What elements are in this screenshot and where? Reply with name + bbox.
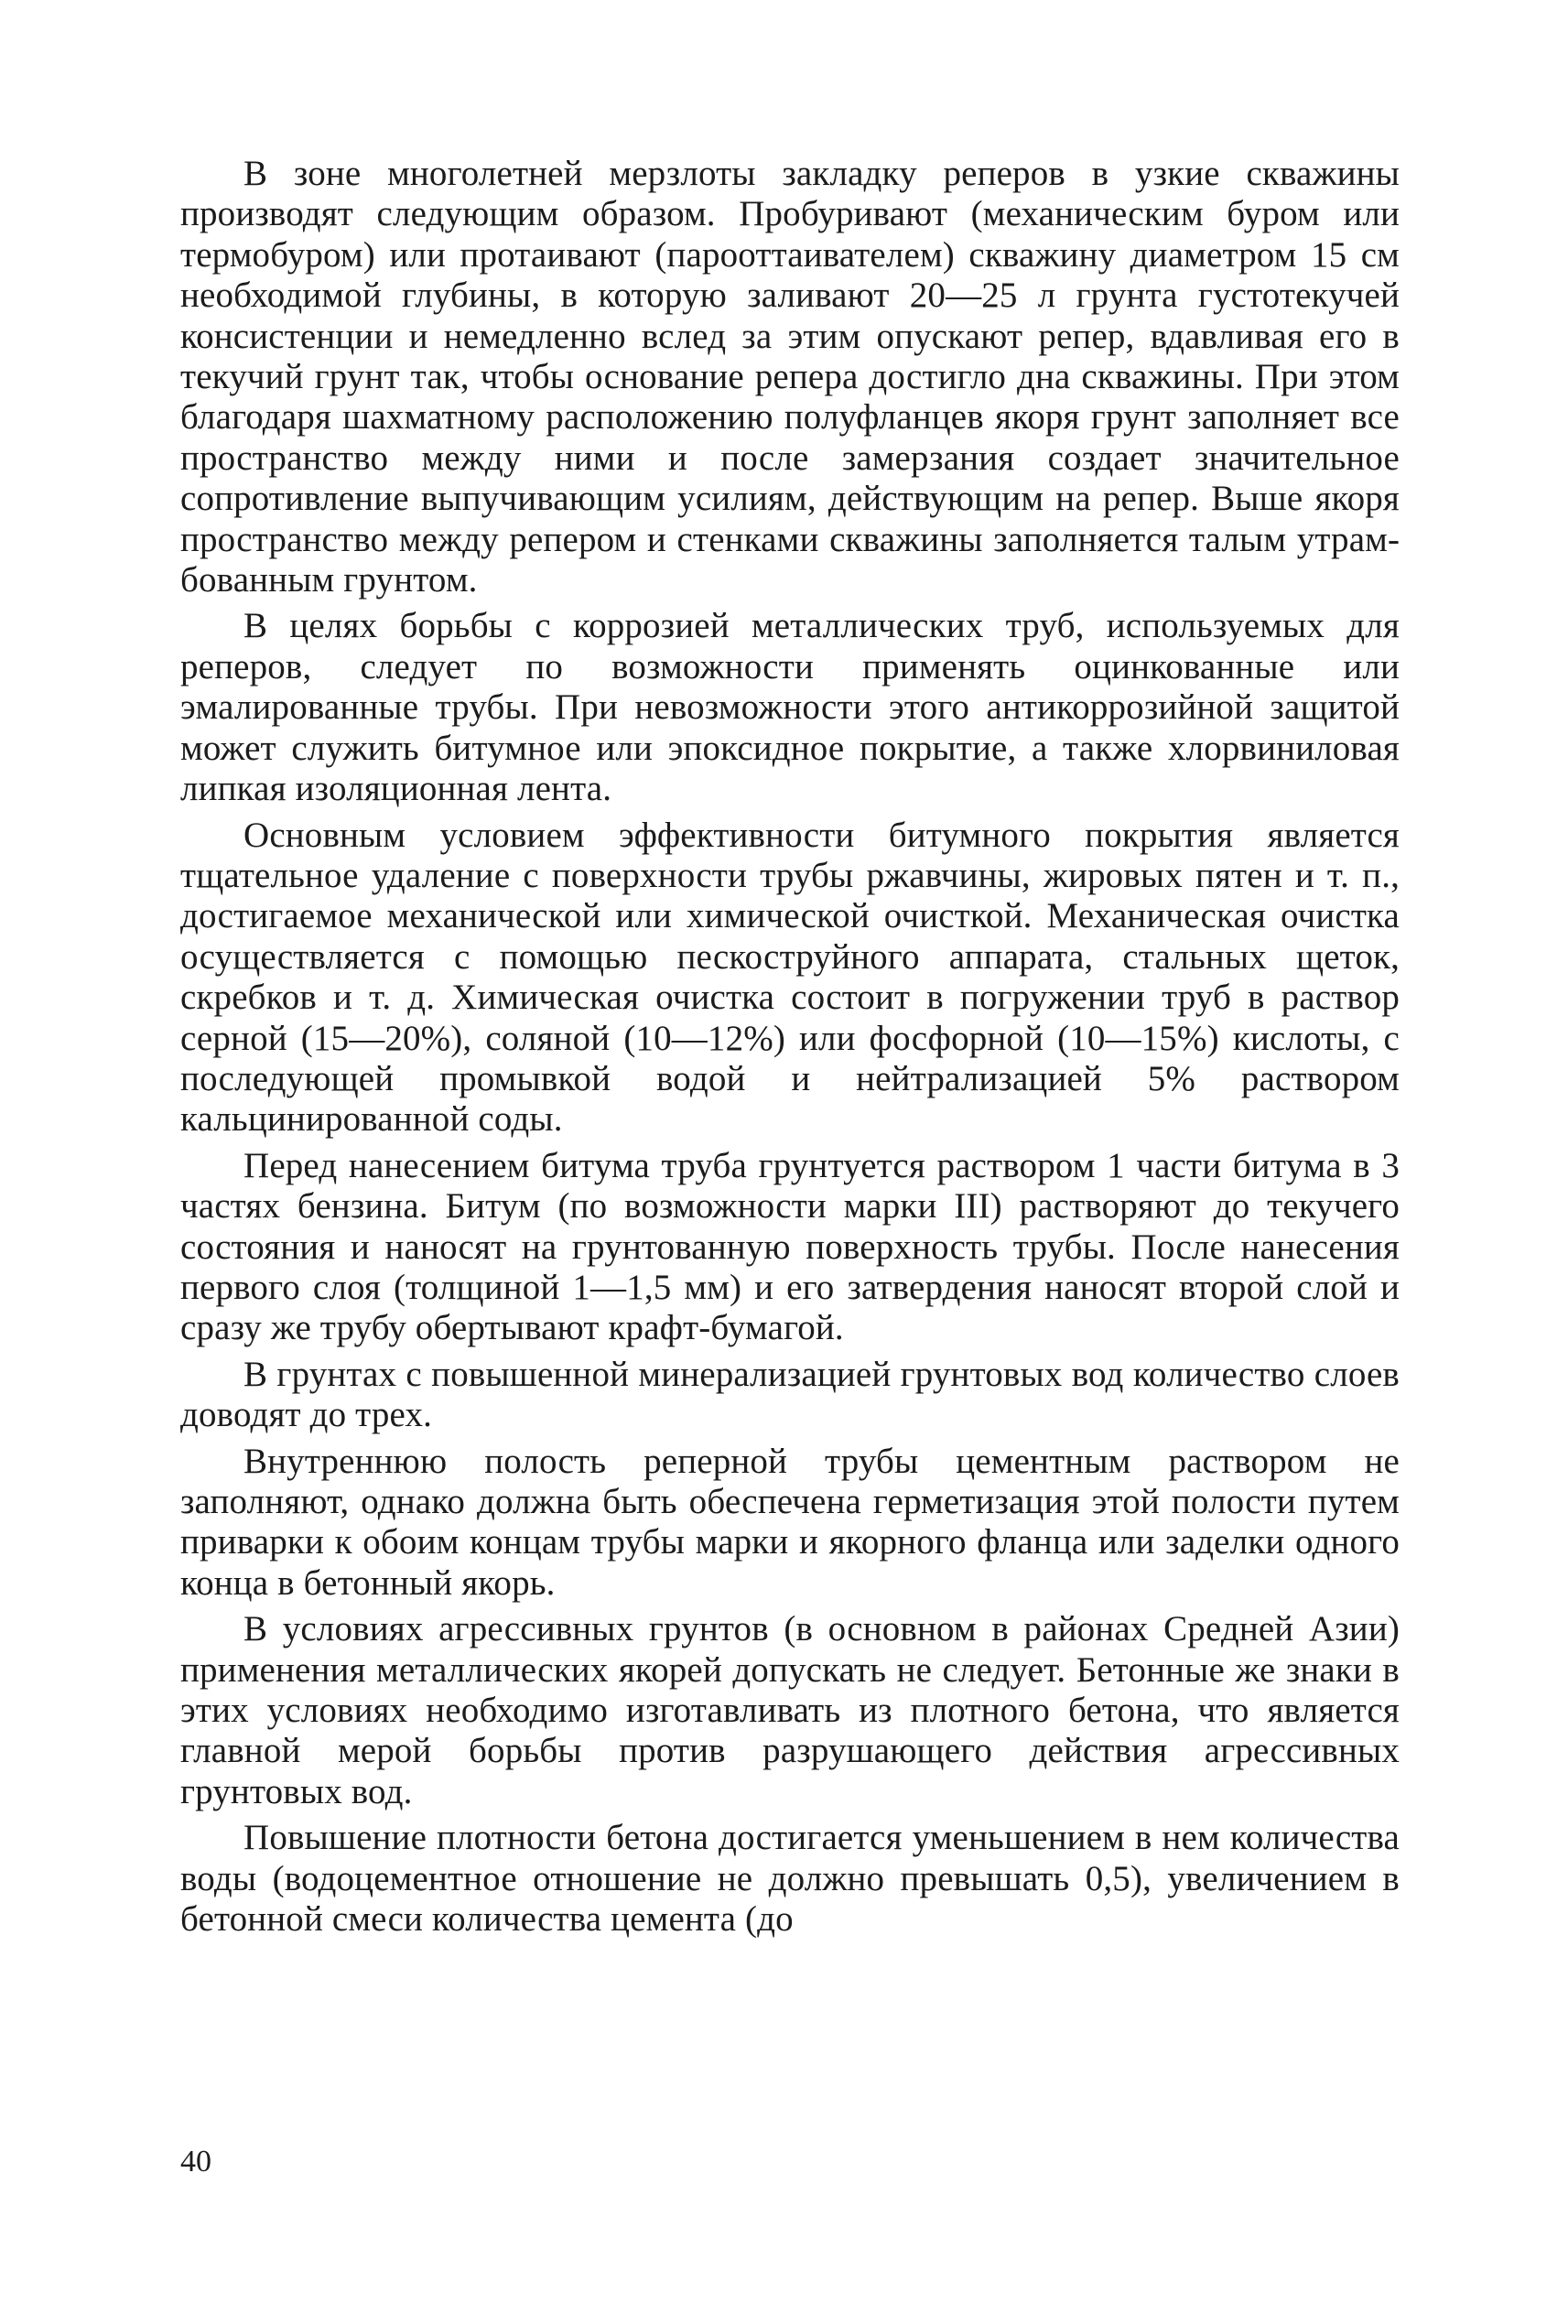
paragraph-permafrost-benchmarks: В зоне многолетней мерзлоты закладку реперов в узкие скважины производят следующим образом. Пробуривают (механическим буром или термобуром) или протаивают (парооттаивателем) скважину диаметром 15 см необходимой глубины, в которую заливают 20—25 л грунта густотекучей консистенции и немедленно вслед за этим опускают репер, вдавливая его в текучий грунт так, чтобы основание репера достигло дна скважины. При этом благодаря шахматному расположению полуфланцев якоря грунт заполняет все пространство между ними и после замерзания создает значительное сопротивление выпучивающим усилиям, действующим на репер. Выше якоря пространство между репером и стенками скважины заполняется талым утрамбованным грунтом. [180,154,1400,600]
paragraph-corrosion-protection: В целях борьбы с коррозией металлических труб, используемых для реперов, следует по возможности применять оцинкованные или эмалированные трубы. При невозможности этого антикоррозийной защитой может служить битумное или эпоксидное покрытие, а также хлорвиниловая липкая изоляционная лента. [180,606,1400,809]
paragraph-pipe-sealing: Внутреннюю полость реперной трубы цементным раствором не заполняют, однако должна быть обеспечена герметизация этой полости путем приварки к обоим концам трубы марки и якорного фланца или заделки одного конца в бетонный якорь. [180,1441,1400,1603]
paragraph-aggressive-soils: В условиях агрессивных грунтов (в основном в районах Средней Азии) применения металлических якорей допускать не следует. Бетонные же знаки в этих условиях необходимо изготавливать из плотного бетона, что является главной мерой борьбы против разрушающего действия агрессивных грунтовых вод. [180,1609,1400,1811]
paragraph-bitumen-application: Перед нанесением битума труба грунтуется раствором 1 части битума в 3 частях бензина. Битум (по возможности марки III) растворяют до текучего состояния и наносят на грунтованную поверхность трубы. После нанесения первого слоя (толщиной 1—1,5 мм) и его затвердения наносят второй слой и сразу же трубу обертывают крафт-бумагой. [180,1145,1400,1348]
paragraph-mineralized-soils: В грунтах с повышенной минерализацией грунтовых вод количество слоев доводят до трех. [180,1354,1400,1435]
paragraph-concrete-density: Повышение плотности бетона достигается уменьшением в нем количества воды (водоцементное отношение не должно превышать 0,5), увеличением в бетонной смеси количества цемента (до [180,1818,1400,1940]
page-number: 40 [180,2145,211,2178]
paragraph-bitumen-cleaning: Основным условием эффективности битумного покрытия является тщательное удаление с поверхности трубы ржавчины, жировых пятен и т. п., достигаемое механической или химической очисткой. Механическая очистка осуществляется с помощью пескоструйного аппарата, стальных щеток, скребков и т. д. Химическая очистка состоит в погружении труб в раствор серной (15—20%), соляной (10—12%) или фосфорной (10—15%) кислоты, с последующей промывкой водой и нейтрализацией 5% раствором кальцинированной соды. [180,815,1400,1140]
body-text [180,154,1400,1940]
